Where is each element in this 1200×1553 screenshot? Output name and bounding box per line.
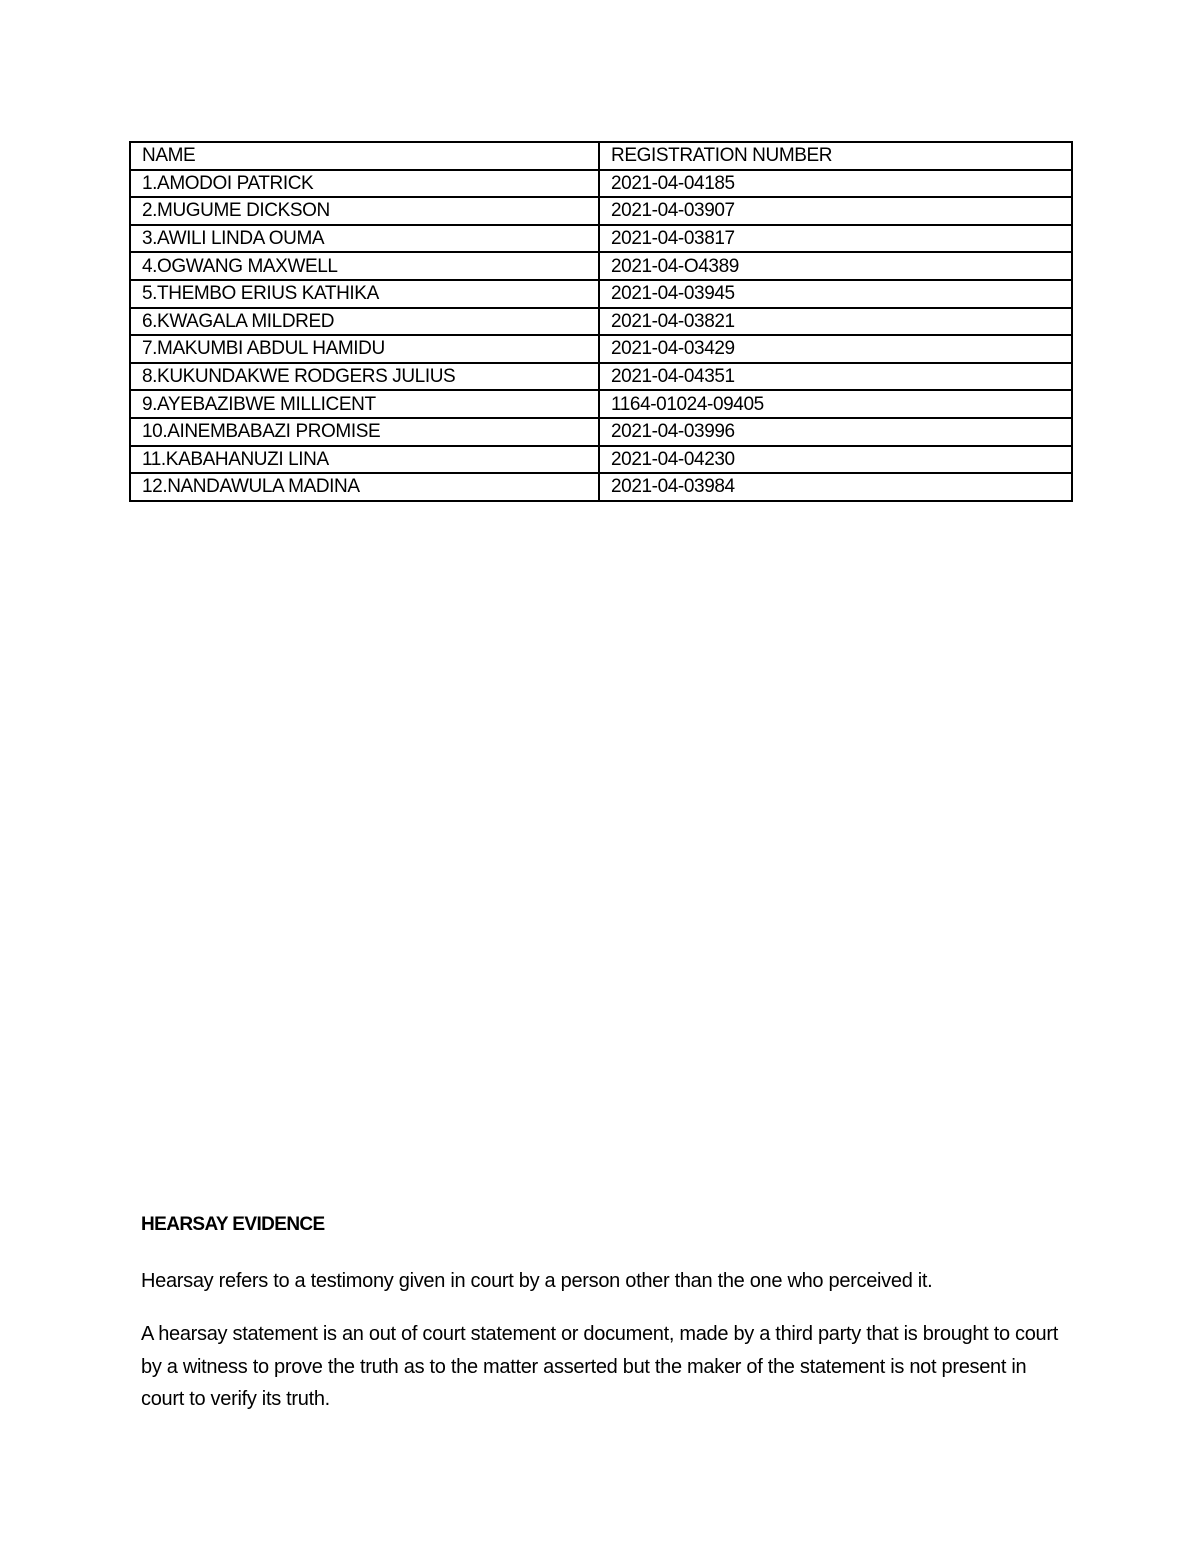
- table-row: [130, 446, 1072, 474]
- registration-number: 2021-04-03984: [599, 473, 1072, 501]
- student-name: 5.THEMBO ERIUS KATHIKA: [130, 280, 599, 308]
- registration-number: 2021-04-03821: [599, 308, 1072, 336]
- table-row: [130, 225, 1072, 253]
- student-name: 9.AYEBAZIBWE MILLICENT: [130, 390, 599, 418]
- header-registration-number: REGISTRATION NUMBER: [599, 142, 1072, 170]
- registration-number: 2021-04-03817: [599, 225, 1072, 253]
- registration-number: 2021-04-03945: [599, 280, 1072, 308]
- table-header-row: [130, 142, 1072, 170]
- student-name: 7.MAKUMBI ABDUL HAMIDU: [130, 335, 599, 363]
- table-row: [130, 418, 1072, 446]
- registration-number: 2021-04-04230: [599, 446, 1072, 474]
- table-row: [130, 197, 1072, 225]
- registration-number: 1164-01024-09405: [599, 390, 1072, 418]
- registration-number: 2021-04-03429: [599, 335, 1072, 363]
- student-name: 8.KUKUNDAKWE RODGERS JULIUS: [130, 363, 599, 391]
- student-registration-table: [129, 141, 1073, 502]
- registration-number: 2021-04-04185: [599, 170, 1072, 198]
- table-row: [130, 390, 1072, 418]
- registration-number: 2021-04-O4389: [599, 252, 1072, 280]
- student-name: 2.MUGUME DICKSON: [130, 197, 599, 225]
- student-name: 11.KABAHANUZI LINA: [130, 446, 599, 474]
- student-name: 12.NANDAWULA MADINA: [130, 473, 599, 501]
- table-row: [130, 280, 1072, 308]
- table-row: [130, 473, 1072, 501]
- table-row: [130, 335, 1072, 363]
- student-name: 6.KWAGALA MILDRED: [130, 308, 599, 336]
- student-name: 4.OGWANG MAXWELL: [130, 252, 599, 280]
- table-row: [130, 170, 1072, 198]
- table-row: [130, 363, 1072, 391]
- student-name: 10.AINEMBABAZI PROMISE: [130, 418, 599, 446]
- student-name: 1.AMODOI PATRICK: [130, 170, 599, 198]
- registration-number: 2021-04-03996: [599, 418, 1072, 446]
- header-name: NAME: [130, 142, 599, 170]
- section-heading: HEARSAY EVIDENCE: [141, 1214, 325, 1235]
- student-name: 3.AWILI LINDA OUMA: [130, 225, 599, 253]
- registration-number: 2021-04-03907: [599, 197, 1072, 225]
- table-row: [130, 252, 1072, 280]
- explanation-paragraph: A hearsay statement is an out of court statement or document, made by a third party that is brought to court by a witness to prove the truth as to the matter asserted but the maker of the statement is not present in court to verify its truth.: [141, 1323, 1058, 1410]
- registration-number: 2021-04-04351: [599, 363, 1072, 391]
- definition-paragraph: Hearsay refers to a testimony given in court by a person other than the one who perceived it.: [141, 1270, 933, 1292]
- table-row: [130, 308, 1072, 336]
